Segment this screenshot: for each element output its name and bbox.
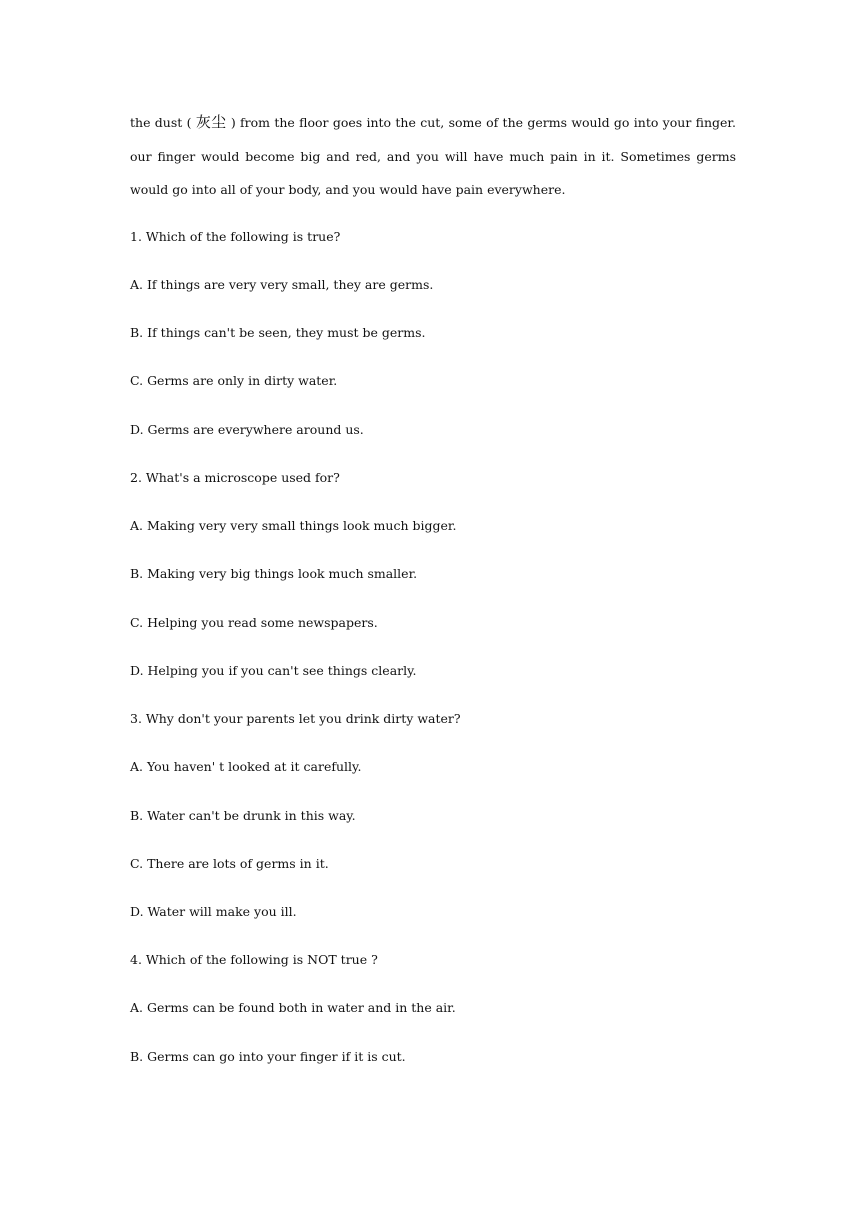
question-3-option-c: C. There are lots of germs in it.: [130, 856, 329, 871]
question-4: 4. Which of the following is NOT true ?: [130, 952, 378, 967]
passage-chinese-gloss: 灰尘: [195, 113, 227, 131]
question-1: 1. Which of the following is true?: [130, 229, 341, 244]
question-1-option-a: A. If things are very very small, they are germs.: [130, 277, 434, 292]
question-1-option-b: B. If things can't be seen, they must be germs.: [130, 325, 426, 340]
question-3: 3. Why don't your parents let you drink dirty water?: [130, 711, 461, 726]
question-1-option-d: D. Germs are everywhere around us.: [130, 422, 364, 437]
question-2: 2. What's a microscope used for?: [130, 470, 340, 485]
question-2-option-a: A. Making very very small things look much bigger.: [130, 518, 457, 533]
question-4-option-a: A. Germs can be found both in water and in the air.: [130, 1000, 456, 1015]
question-2-option-b: B. Making very big things look much smaller.: [130, 566, 418, 581]
reading-passage: [130, 106, 736, 207]
question-1-option-c: C. Germs are only in dirty water.: [130, 373, 338, 388]
passage-text-start: the dust (: [130, 115, 196, 130]
question-3-option-b: B. Water can't be drunk in this way.: [130, 808, 356, 823]
question-4-option-b: B. Germs can go into your finger if it is cut.: [130, 1049, 406, 1064]
question-2-option-d: D. Helping you if you can't see things clearly.: [130, 663, 417, 678]
question-3-option-d: D. Water will make you ill.: [130, 904, 297, 919]
passage-text-rest: ) from the floor goes into the cut, some of the germs would go into your finger. our finger would become big and red, and you will have much pain in it. Sometimes germs would go into all of your body, and you would have pain everywhere.: [130, 115, 736, 197]
question-3-option-a: A. You haven' t looked at it carefully.: [130, 759, 362, 774]
question-2-option-c: C. Helping you read some newspapers.: [130, 615, 378, 630]
